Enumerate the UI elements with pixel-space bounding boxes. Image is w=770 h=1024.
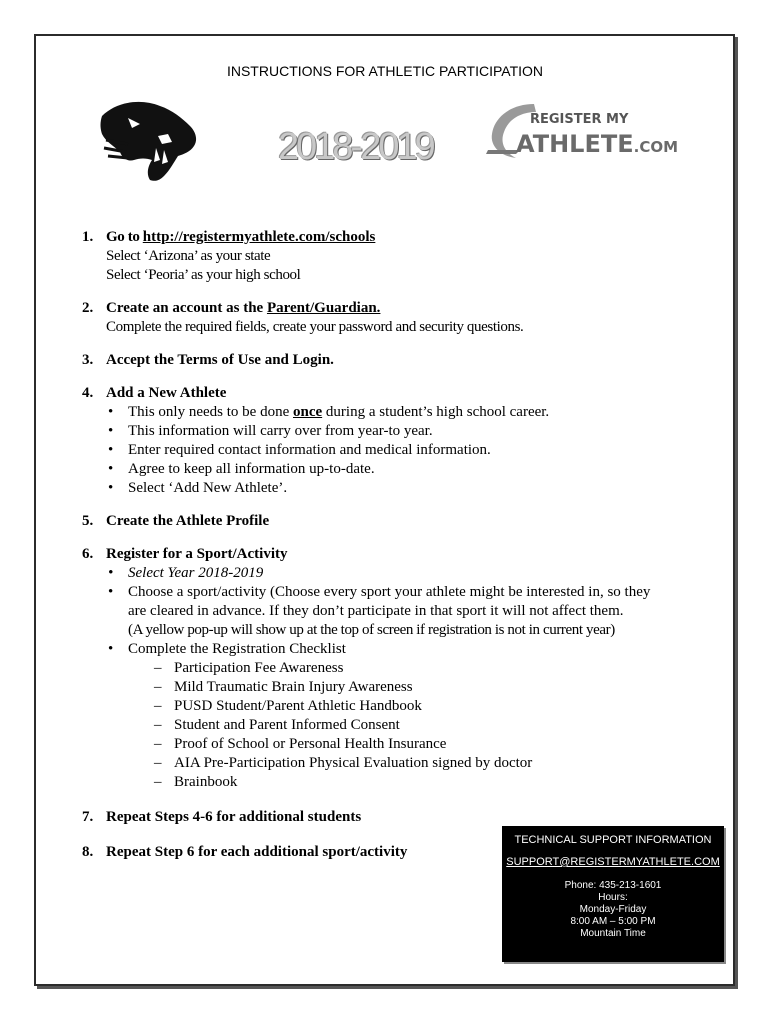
support-days: Monday-Friday	[579, 904, 647, 915]
list-item: – Mild Traumatic Brain Injury Awareness	[152, 678, 672, 697]
logo-top-text: REGISTER MY	[530, 112, 629, 127]
list-item: – Brainbook	[152, 773, 672, 792]
step-1	[82, 228, 672, 285]
support-hours	[502, 880, 724, 940]
checklist-heading: • Complete the Registration Checklist	[128, 641, 346, 657]
support-time: 8:00 AM – 5:00 PM	[570, 916, 656, 927]
step-7-heading	[82, 808, 672, 827]
list-item: • Enter required contact information and medical information.	[106, 441, 672, 460]
season-year: 2018-2019	[278, 126, 433, 168]
step-3-lead: Accept the Terms of Use and Login.	[106, 352, 334, 368]
list-item: • Agree to keep all information up-to-date.	[106, 460, 672, 479]
list-item: • This information will carry over from year-to year.	[106, 422, 672, 441]
list-item: – Student and Parent Informed Consent	[152, 716, 672, 735]
instruction-steps	[82, 228, 672, 876]
step-7-lead: Repeat Steps 4-6 for additional students	[106, 809, 362, 825]
bullet-text-pre: This only needs to be done	[128, 404, 293, 420]
step-4-lead: Add a New Athlete	[106, 385, 227, 401]
logo-suffix: .COM	[633, 138, 679, 156]
step-6-lead: Register for a Sport/Activity	[106, 546, 288, 562]
list-item: – PUSD Student/Parent Athletic Handbook	[152, 697, 672, 716]
account-instruction: Complete the required fields, create your password and security questions.	[106, 319, 524, 335]
step-6-heading	[82, 545, 672, 564]
step-3	[82, 351, 672, 370]
step-5-heading	[82, 512, 672, 531]
step-5	[82, 512, 672, 531]
support-phone: Phone: 435-213-1601	[564, 880, 662, 891]
logo-athlete: ATHLETE	[516, 130, 634, 158]
support-heading: TECHNICAL SUPPORT INFORMATION	[514, 834, 712, 846]
step-2-heading	[82, 299, 672, 318]
step-1-heading	[82, 228, 672, 247]
step-number: 8.	[82, 844, 94, 860]
hours-label: Hours:	[598, 892, 628, 903]
step-2	[82, 299, 672, 337]
once-emphasis: once	[292, 404, 323, 420]
parent-guardian-text: Parent/Guardian.	[266, 300, 381, 316]
logo-main-text	[516, 130, 678, 158]
step-number: 1.	[82, 229, 94, 245]
step-number: 2.	[82, 300, 94, 316]
technical-support-box	[502, 826, 724, 962]
support-timezone: Mountain Time	[580, 928, 646, 939]
state-instruction: Select ‘Arizona’ as your state	[106, 248, 271, 264]
step-number: 3.	[82, 352, 94, 368]
step-number: 7.	[82, 809, 94, 825]
step-5-lead: Create the Athlete Profile	[106, 513, 270, 529]
list-item	[106, 640, 672, 792]
bullet-text-post: during a student’s high school career.	[322, 404, 550, 420]
support-email-link[interactable]: SUPPORT@REGISTERMYATHLETE.COM	[506, 856, 720, 868]
list-item	[106, 403, 672, 422]
list-item: – Participation Fee Awareness	[152, 659, 672, 678]
list-item: – AIA Pre-Participation Physical Evaluation signed by doctor	[152, 754, 672, 773]
page-title: INSTRUCTIONS FOR ATHLETIC PARTICIPATION	[226, 63, 544, 79]
new-athlete-bullets	[82, 403, 672, 498]
registration-checklist	[128, 659, 672, 792]
step-2-lead: Create an account as the	[106, 300, 267, 316]
step-number: 6.	[82, 546, 94, 562]
list-item: • Select Year 2018-2019	[106, 564, 672, 583]
step-number: 4.	[82, 385, 94, 401]
step-6	[82, 545, 672, 792]
list-item: • Select ‘Add New Athlete’.	[106, 479, 672, 498]
register-sport-bullets	[82, 564, 672, 792]
yellow-popup-note: (A yellow pop-up will show up at the top of screen if registration is not in current year)	[128, 622, 615, 638]
school-instruction: Select ‘Peoria’ as your high school	[106, 267, 301, 283]
step-7	[82, 808, 672, 827]
list-item	[106, 583, 672, 640]
list-item: – Proof of School or Personal Health Insurance	[152, 735, 672, 754]
schools-link[interactable]: http://registermyathlete.com/schools	[142, 229, 376, 245]
panther-logo-icon	[98, 96, 202, 184]
step-8-lead: Repeat Step 6 for each additional sport/activity	[106, 844, 408, 860]
step-4-heading	[82, 384, 672, 403]
step-4	[82, 384, 672, 498]
choose-sport-text: • Choose a sport/activity (Choose every sport your athlete might be interested in, so they are cleared in advance. If they don’t participate in that sport it will not affect them.	[128, 584, 651, 619]
step-1-lead: Go to	[106, 229, 143, 245]
register-my-athlete-logo	[486, 100, 679, 164]
step-3-heading	[82, 351, 672, 370]
step-number: 5.	[82, 513, 94, 529]
